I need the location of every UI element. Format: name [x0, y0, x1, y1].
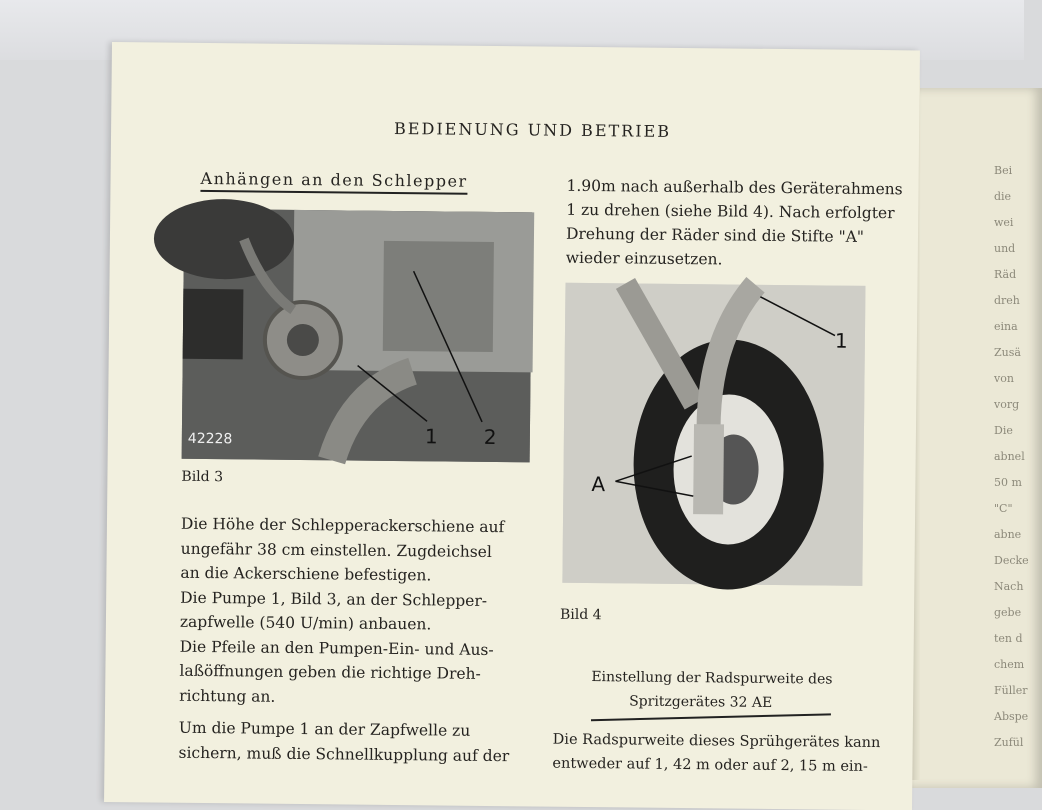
fragment: die [994, 190, 1012, 203]
text-line: wieder einzusetzen. [565, 248, 723, 269]
fragment: chem [994, 658, 1025, 671]
section-underline [591, 713, 831, 721]
callout-A: A [591, 472, 606, 497]
text-line: Die Radspurweite dieses Sprühgerätes kann [552, 731, 881, 752]
text-line: ungefähr 38 cm einstellen. Zugdeichsel [180, 539, 492, 561]
caption-bild-3: Bild 3 [181, 468, 224, 486]
section-heading-attach: Anhängen an den Schlepper [200, 169, 467, 195]
fragment: von [994, 372, 1014, 385]
text-line: laßöffnungen geben die richtige Dreh- [179, 661, 481, 683]
fragment: wei [994, 216, 1014, 229]
fragment: und [994, 242, 1016, 255]
fragment: Die [994, 424, 1013, 437]
fragment: ten d [994, 632, 1023, 645]
callout-1: 1 [424, 424, 438, 449]
caption-bild-4: Bild 4 [559, 606, 602, 624]
fragment: Nach [994, 580, 1024, 593]
fragment: "C" [994, 502, 1013, 515]
fragment: Füller [994, 684, 1028, 697]
text-line: Die Höhe der Schlepperackerschiene auf [180, 514, 505, 537]
figure-4-photo [562, 283, 865, 586]
text-line: 1.90m nach außerhalb des Geräterahmens [566, 176, 903, 199]
pump-illustration [182, 209, 533, 463]
document-page [104, 42, 920, 810]
text-line: zapfwelle (540 U/min) anbauen. [179, 612, 432, 634]
section-heading-track-width-2: Spritzgerätes 32 AE [629, 693, 773, 711]
fragment: Räd [994, 268, 1017, 281]
fragment: abnel [994, 450, 1025, 463]
fragment: Bei [994, 164, 1013, 177]
callout-2: 2 [483, 424, 497, 450]
fragment: eina [994, 320, 1018, 333]
text-line: entweder auf 1, 42 m oder auf 2, 15 m ein- [552, 755, 868, 775]
figure-number: 42228 [187, 430, 233, 448]
text-line: sichern, muß die Schnellkupplung auf der [178, 743, 510, 765]
wheel-illustration [562, 283, 865, 586]
text-line: Drehung der Räder sind die Stifte "A" [565, 224, 865, 246]
fragment: vorg [994, 398, 1020, 411]
section-heading-track-width-1: Einstellung der Radspurweite des [591, 669, 833, 688]
text-line: Um die Pumpe 1 an der Zapfwelle zu [178, 718, 471, 740]
text-line: 1 zu drehen (siehe Bild 4). Nach erfolgter [566, 200, 895, 223]
text-line: richtung an. [179, 686, 276, 706]
fragment: Zusä [994, 346, 1021, 359]
fragment: abne [994, 528, 1022, 541]
fragment: Decke [994, 554, 1029, 567]
next-page [912, 88, 1042, 788]
fragment: Abspe [994, 710, 1029, 723]
fragment: 50 m [994, 476, 1022, 489]
text-line: Die Pfeile an den Pumpen-Ein- und Aus- [179, 637, 494, 659]
fragment: Zufül [994, 736, 1024, 749]
fragment: dreh [994, 294, 1020, 307]
fragment: gebe [994, 606, 1022, 619]
page-header: BEDIENUNG UND BETRIEB [394, 118, 672, 141]
callout-1: 1 [834, 328, 848, 353]
text-line: Die Pumpe 1, Bild 3, an der Schlepper- [180, 588, 488, 610]
figure-3-photo [182, 209, 533, 463]
text-line: an die Ackerschiene befestigen. [180, 563, 432, 585]
